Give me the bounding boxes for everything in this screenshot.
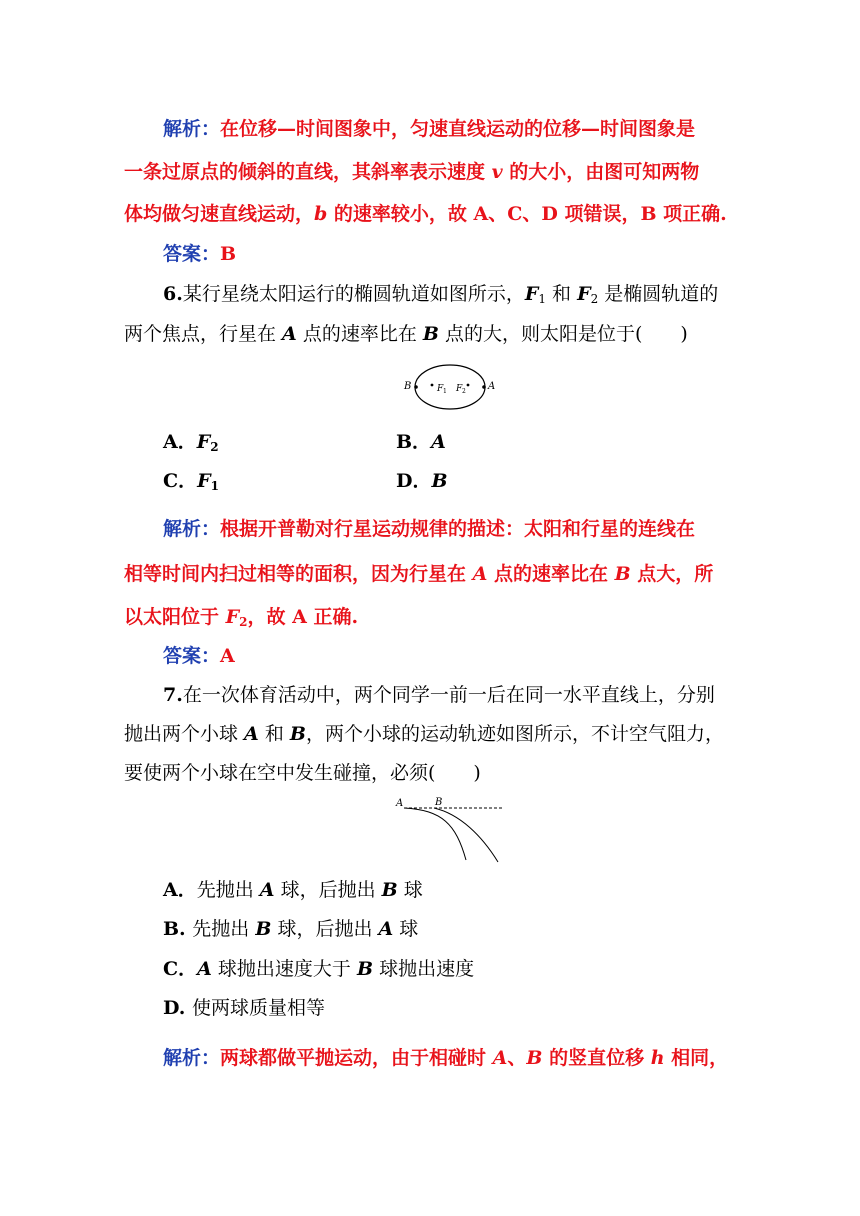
ellipse-orbit-figure: [398, 362, 508, 414]
q6-analysis-line-3: 以太阳位于 $F_2$，故 A 正确.: [124, 606, 359, 629]
question-number: 6.: [163, 283, 183, 305]
q6-option-c[interactable]: C．$F_1$: [163, 470, 219, 493]
q6-option-a[interactable]: A．$F_2$: [163, 431, 219, 454]
q6-option-d[interactable]: D．B: [396, 470, 448, 492]
q7-stem-line-3: 要使两个小球在空中发生碰撞，必须( ): [124, 762, 481, 784]
label-b: B: [404, 381, 412, 392]
svg-text:2: 2: [462, 388, 466, 395]
trajectory-b: [434, 808, 498, 862]
label-b: B: [435, 797, 443, 808]
q7-analysis-line-1: 解析：两球都做平抛运动，由于相碰时 A、B 的竖直位移 h 相同，: [163, 1047, 729, 1069]
q6-analysis-line-1: 解析：根据开普勒对行星运动规律的描述：太阳和行星的连线在: [163, 518, 696, 540]
q7-stem-line-1: 7.在一次体育活动中，两个同学一前一后在同一水平直线上，分别: [163, 684, 715, 706]
q7-option-a[interactable]: A．先抛出 A 球，后抛出 B 球: [163, 879, 423, 901]
focus-f2-dot: [467, 384, 470, 387]
q7-option-d[interactable]: D. 使两球质量相等: [163, 997, 326, 1019]
point-b-dot: [414, 385, 418, 389]
label-f1: F: [437, 384, 444, 394]
analysis-label: 解析：: [163, 118, 221, 140]
q6-stem-line-2: 两个焦点，行星在 A 点的速率比在 B 点的大，则太阳是位于( ): [124, 323, 688, 345]
q5-answer: 答案：B: [163, 243, 237, 265]
answer-value: A: [220, 645, 235, 667]
label-f2: F: [456, 384, 463, 394]
analysis-label: 解析：: [163, 1047, 221, 1069]
q6-option-b[interactable]: B．A: [396, 431, 446, 453]
trajectory-figure: [392, 794, 508, 866]
q7-stem-line-2: 抛出两个小球 A 和 B，两个小球的运动轨迹如图所示，不计空气阻力，: [124, 723, 724, 745]
q7-option-b[interactable]: B. 先抛出 B 球，后抛出 A 球: [163, 918, 419, 940]
q6-stem-line-1: 6.某行星绕太阳运行的椭圆轨道如图所示，$F_1$ 和 $F_2$ 是椭圆轨道的: [163, 283, 719, 306]
q6-analysis-line-2: 相等时间内扫过相等的面积，因为行星在 A 点的速率比在 B 点大，所: [124, 563, 714, 585]
label-a: A: [396, 798, 404, 809]
answer-value: B: [220, 243, 237, 265]
q5-analysis-line-2: 一条过原点的倾斜的直线，其斜率表示速度 v 的大小，由图可知两物: [124, 161, 700, 183]
question-number: 7.: [163, 684, 183, 706]
q5-analysis-line-1: 解析：在位移—时间图象中，匀速直线运动的位移—时间图象是: [163, 118, 696, 140]
orbit-ellipse: [415, 365, 485, 409]
q5-analysis-line-3: 体均做匀速直线运动，b 的速率较小，故 A、C、D 项错误，B 项正确.: [124, 203, 727, 225]
q7-option-c[interactable]: C．A 球抛出速度大于 B 球抛出速度: [163, 958, 475, 980]
point-a-dot: [482, 385, 486, 389]
analysis-label: 解析：: [163, 518, 221, 540]
velocity-symbol: v: [491, 161, 503, 183]
focus-f1-dot: [431, 384, 434, 387]
label-a: A: [488, 381, 496, 392]
q6-answer: 答案：A: [163, 645, 235, 667]
trajectory-a: [404, 808, 466, 860]
svg-text:1: 1: [443, 388, 447, 395]
